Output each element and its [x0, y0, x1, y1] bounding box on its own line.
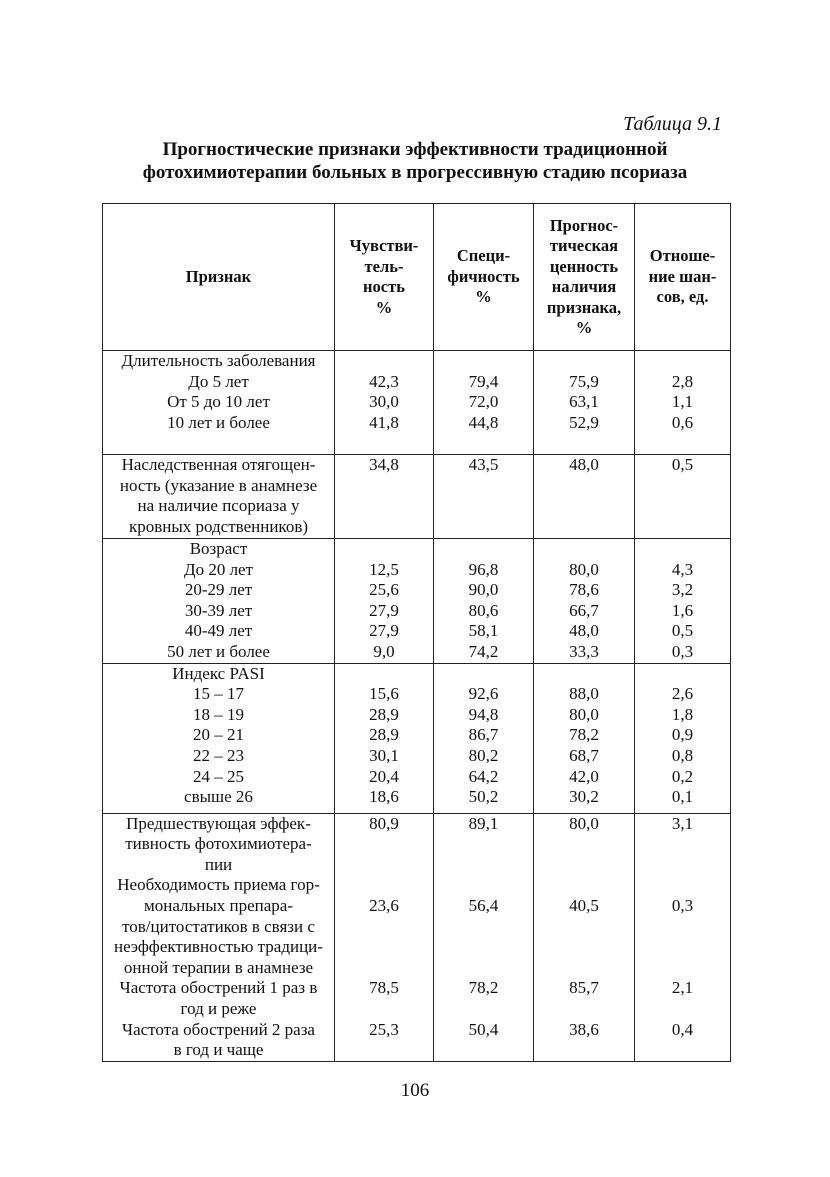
predictive-value-cell: [534, 663, 635, 813]
subgroup-label: свыше 26: [184, 787, 253, 807]
value: 25,6: [369, 580, 399, 600]
value: 4,3: [671, 559, 694, 579]
value: 30,2: [569, 787, 599, 807]
subgroup-label: 30-39 лет: [184, 600, 253, 620]
value: 34,8: [369, 455, 399, 474]
group-label: Наследственная отягощен-: [121, 455, 316, 474]
group-label: Частота обострений 1 раз в: [119, 978, 318, 998]
feature-cell: [103, 539, 335, 664]
sensitivity-cell: [335, 813, 434, 1061]
value: 44,8: [468, 412, 499, 432]
specificity-cell: [434, 813, 534, 1061]
header-text: фичность: [447, 266, 520, 286]
value: 0,5: [671, 455, 694, 474]
group-label: Частота обострений 2 раза: [122, 1019, 315, 1039]
predictive-value-cell: [534, 813, 635, 1061]
value: 85,7: [569, 978, 599, 998]
table-title-line: фотохимиотерапии больных в прогрессивную стадию псориаза: [142, 162, 688, 183]
group-label: год и реже: [180, 998, 257, 1018]
group-label: Длительность заболевания: [121, 351, 316, 370]
group-label: мональных препара-: [143, 895, 294, 915]
group-label: ность (указание в анамнезе: [119, 475, 318, 495]
table-row-pasi: [103, 663, 731, 813]
value: 33,3: [569, 641, 599, 661]
value: 2,8: [671, 371, 694, 391]
subgroup-label: До 5 лет: [188, 371, 249, 391]
header-text: Отноше-: [649, 246, 716, 266]
odds-ratio-cell: [635, 351, 731, 455]
value: 38,6: [569, 1019, 599, 1039]
value: 43,5: [468, 455, 499, 474]
header-text: %: [575, 318, 593, 337]
table-title: [90, 138, 740, 184]
subgroup-label: 40-49 лет: [184, 621, 253, 641]
value: 30,0: [369, 392, 399, 412]
header-text: Чувстви-: [349, 236, 419, 255]
specificity-cell: [434, 539, 534, 664]
value: 28,9: [369, 704, 399, 724]
group-label: кровных родственников): [128, 516, 309, 536]
subgroup-label: 50 лет и более: [167, 641, 270, 661]
header-text: ние шан-: [648, 266, 717, 286]
subgroup-label: 10 лет и более: [167, 412, 270, 432]
header-text: признака,: [546, 297, 622, 317]
value: 12,5: [369, 559, 399, 579]
value: 15,6: [369, 684, 399, 704]
value: 0,8: [671, 745, 694, 765]
group-label: Предшествующая эффек-: [126, 813, 311, 833]
value: 74,2: [468, 641, 499, 661]
group-label: неэффективностью традици-: [114, 937, 323, 957]
value: 20,4: [369, 766, 399, 786]
table-row-duration: [103, 351, 731, 455]
header-sensitivity: [335, 204, 434, 351]
header-row: [103, 204, 731, 351]
header-feature: [103, 204, 335, 351]
value: 1,1: [671, 392, 694, 412]
value: 27,9: [369, 600, 399, 620]
group-label: пии: [204, 854, 233, 874]
value: 78,2: [468, 978, 499, 998]
value: 18,6: [369, 787, 399, 807]
subgroup-label: 22 – 23: [193, 745, 244, 765]
odds-ratio-cell: [635, 813, 731, 1061]
value: 78,2: [569, 725, 599, 745]
value: 88,0: [569, 684, 599, 704]
value: 58,1: [468, 621, 499, 641]
table-row-other: [103, 813, 731, 1061]
value: 56,4: [468, 895, 499, 915]
feature-cell: [103, 813, 335, 1061]
table-title-line: Прогностические признаки эффективности традиционной: [162, 139, 668, 160]
specificity-cell: [434, 351, 534, 455]
subgroup-label: 20 – 21: [193, 725, 244, 745]
page-number: 106: [400, 1080, 430, 1101]
header-text: Специ-: [456, 246, 511, 266]
value: 27,9: [369, 621, 399, 641]
sensitivity-cell: [335, 539, 434, 664]
value: 0,6: [671, 412, 694, 432]
value: 0,3: [671, 641, 694, 661]
value: 80,0: [569, 559, 599, 579]
value: 63,1: [569, 392, 599, 412]
sensitivity-cell: [335, 455, 434, 539]
value: 79,4: [468, 371, 499, 391]
value: 40,5: [569, 895, 599, 915]
sensitivity-cell: [335, 663, 434, 813]
subgroup-label: 18 – 19: [193, 704, 244, 724]
value: 23,6: [369, 895, 399, 915]
group-label: тов/цитостатиков в связи с: [122, 916, 315, 936]
value: 66,7: [569, 600, 599, 620]
predictive-value-cell: [534, 351, 635, 455]
group-label: в год и чаще: [173, 1040, 264, 1060]
predictive-value-cell: [534, 539, 635, 664]
value: 48,0: [569, 621, 599, 641]
group-label: онной терапии в анамнезе: [123, 957, 314, 977]
group-label: тивность фотохимиотера-: [125, 834, 312, 854]
value: 72,0: [468, 392, 499, 412]
header-text: Прогнос-: [549, 215, 619, 235]
table-row-heredity: [103, 455, 731, 539]
header-specificity: [434, 204, 534, 351]
value: 80,2: [468, 745, 499, 765]
value: 41,8: [369, 412, 399, 432]
value: 2,1: [671, 978, 694, 998]
feature-cell: [103, 663, 335, 813]
value: 80,0: [569, 813, 599, 833]
header-text: сов, ед.: [656, 287, 709, 307]
group-label: Индекс PASI: [172, 663, 265, 683]
header-text: Признак: [185, 266, 252, 286]
value: 86,7: [468, 725, 499, 745]
table-row-age: [103, 539, 731, 664]
odds-ratio-cell: [635, 455, 731, 539]
header-text: наличия: [551, 277, 617, 296]
value: 0,9: [671, 725, 694, 745]
value: 1,8: [671, 704, 694, 724]
value: 50,2: [468, 787, 499, 807]
value: 90,0: [468, 580, 499, 600]
value: 42,0: [569, 766, 599, 786]
feature-cell: [103, 455, 335, 539]
header-text: %: [375, 297, 393, 317]
table-label: Таблица 9.1: [623, 113, 722, 135]
predictive-value-cell: [534, 455, 635, 539]
value: 1,6: [671, 600, 694, 620]
value: 92,6: [468, 684, 499, 704]
header-predictive-value: [534, 204, 635, 351]
value: 75,9: [569, 371, 599, 391]
subgroup-label: 24 – 25: [193, 766, 244, 786]
value: 42,3: [369, 371, 399, 391]
subgroup-label: 15 – 17: [193, 684, 244, 704]
value: 0,2: [671, 766, 694, 786]
subgroup-label: От 5 до 10 лет: [167, 392, 270, 412]
header-text: тическая: [549, 236, 619, 255]
value: 80,9: [369, 813, 399, 833]
header-text: тель-: [364, 256, 404, 276]
value: 2,6: [671, 684, 694, 704]
prognostic-table: [102, 203, 731, 1062]
value: 30,1: [369, 745, 399, 765]
group-label: Необходимость приема гор-: [117, 875, 320, 895]
value: 28,9: [369, 725, 399, 745]
value: 96,8: [468, 559, 499, 579]
header-text: ценность: [549, 256, 619, 276]
value: 3,2: [671, 580, 694, 600]
value: 68,7: [569, 745, 599, 765]
value: 80,6: [468, 600, 499, 620]
group-label: на наличие псориаза у: [137, 496, 300, 516]
value: 94,8: [468, 704, 499, 724]
specificity-cell: [434, 455, 534, 539]
group-label: Возраст: [189, 539, 248, 558]
header-odds-ratio: [635, 204, 731, 351]
feature-cell: [103, 351, 335, 455]
sensitivity-cell: [335, 351, 434, 455]
subgroup-label: 20-29 лет: [184, 580, 253, 600]
value: 25,3: [369, 1019, 399, 1039]
odds-ratio-cell: [635, 539, 731, 664]
value: 0,5: [671, 621, 694, 641]
value: 52,9: [569, 412, 599, 432]
value: 80,0: [569, 704, 599, 724]
value: 64,2: [468, 766, 499, 786]
value: 89,1: [468, 813, 499, 833]
value: 9,0: [373, 641, 395, 661]
value: 78,6: [569, 580, 599, 600]
odds-ratio-cell: [635, 663, 731, 813]
value: 78,5: [369, 978, 399, 998]
value: 3,1: [671, 813, 694, 833]
value: 0,1: [671, 787, 694, 807]
value: 50,4: [468, 1019, 499, 1039]
header-text: %: [475, 287, 492, 307]
value: 0,3: [671, 895, 694, 915]
value: 0,4: [671, 1019, 694, 1039]
subgroup-label: До 20 лет: [183, 559, 254, 579]
value: 48,0: [569, 455, 599, 474]
specificity-cell: [434, 663, 534, 813]
header-text: ность: [363, 277, 405, 296]
